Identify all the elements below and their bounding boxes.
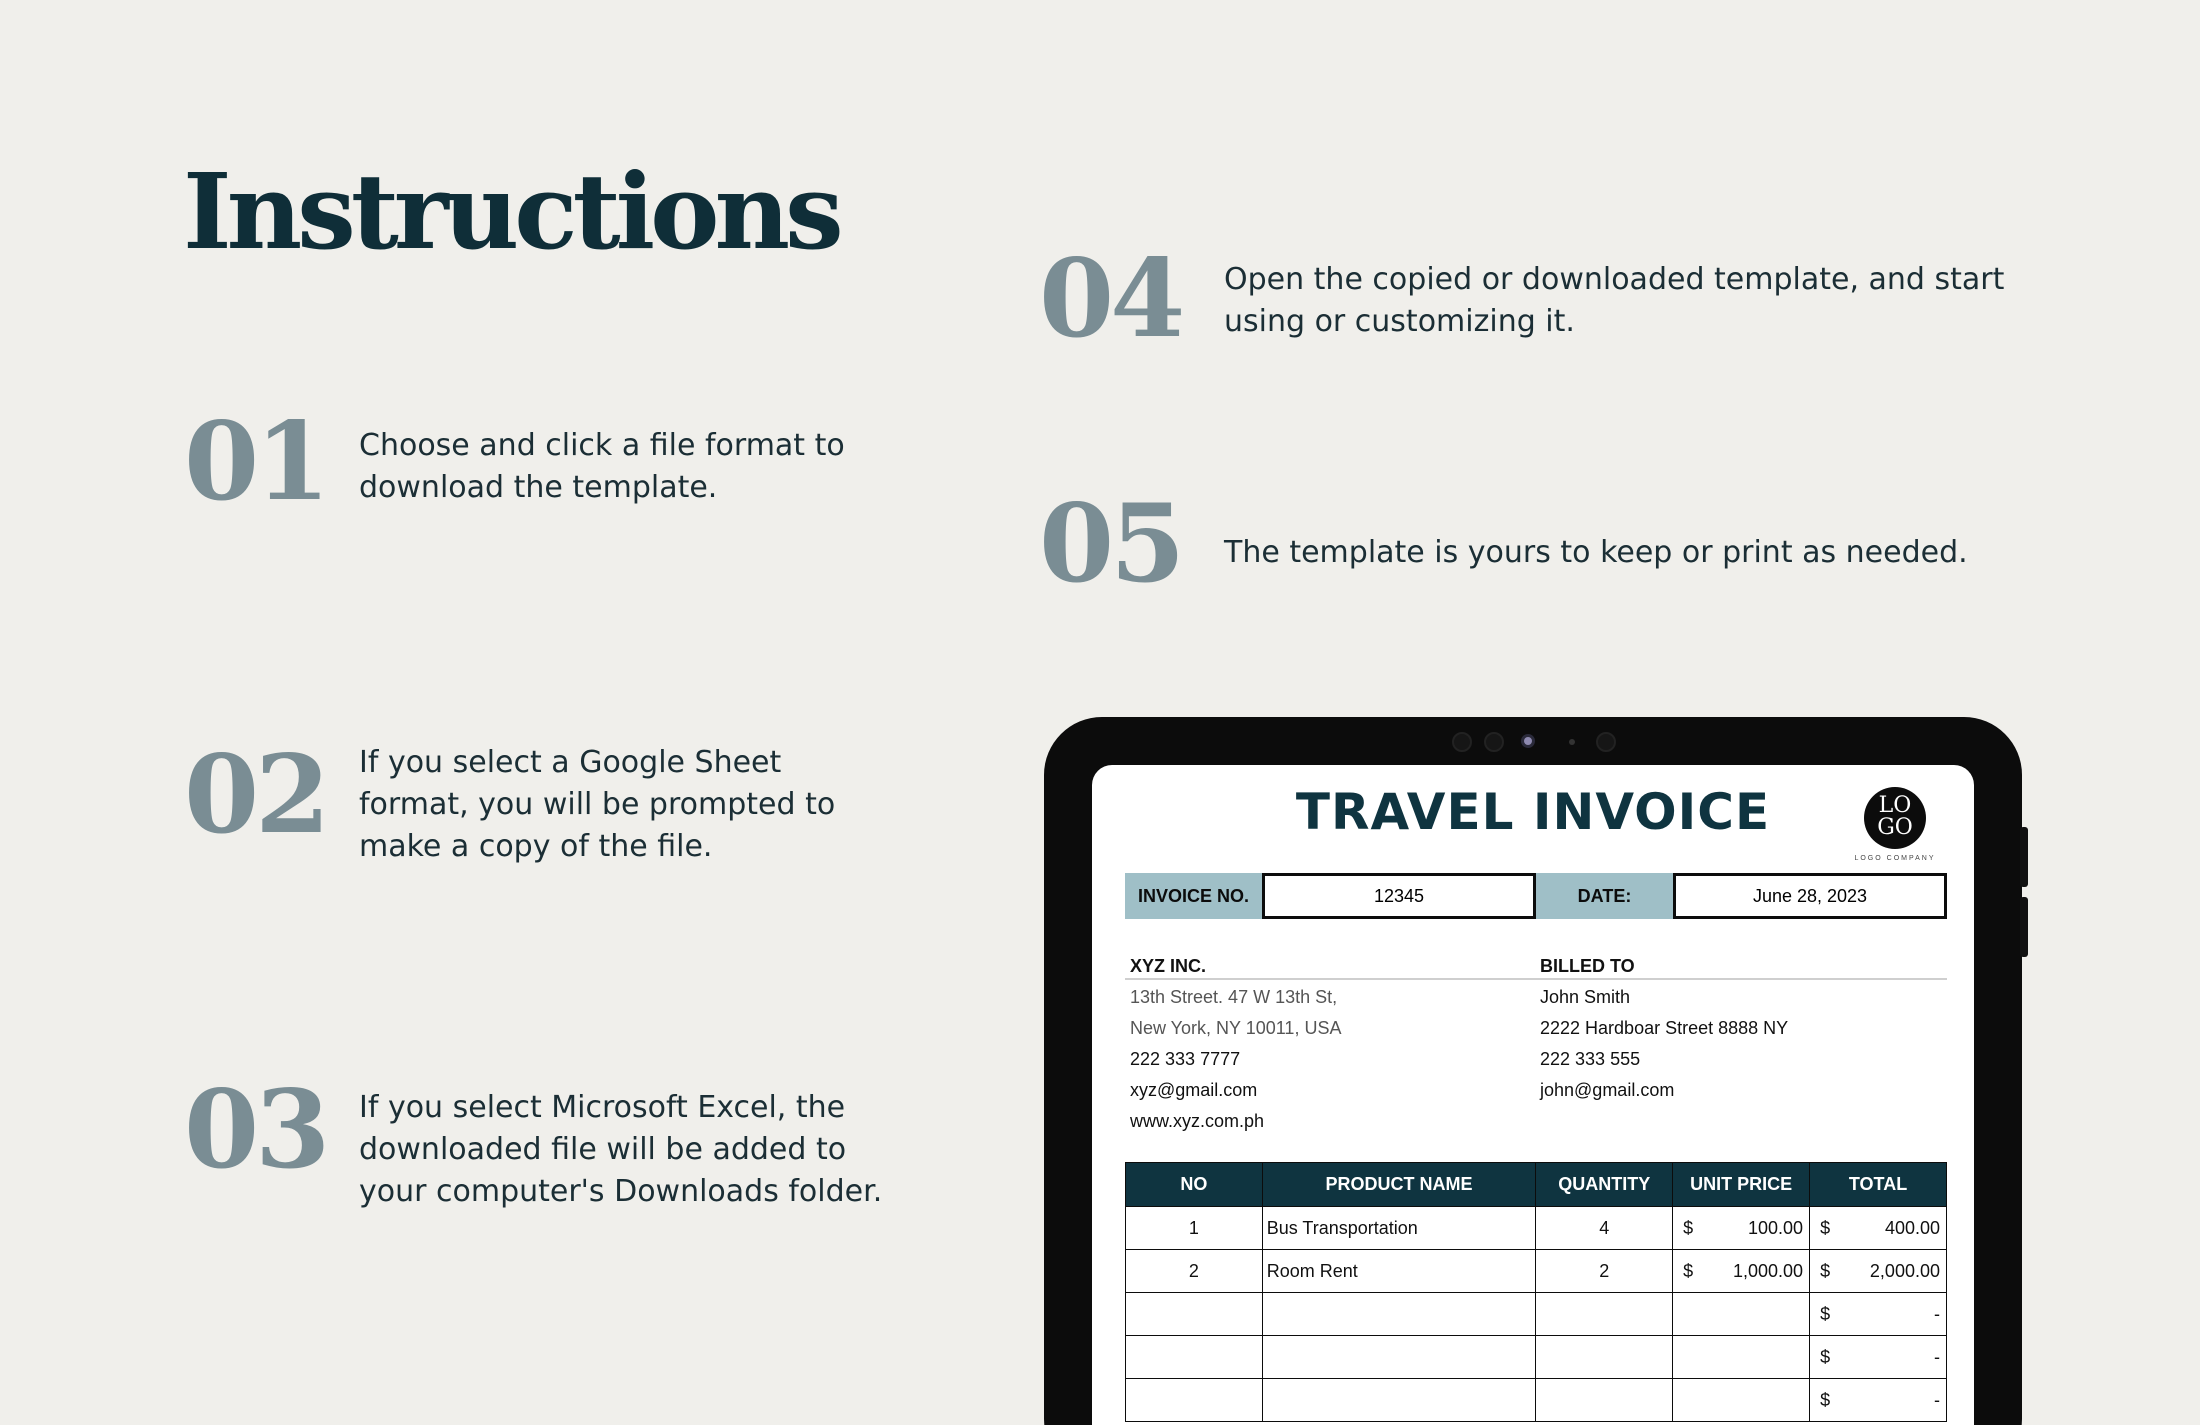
billed-to-label: BILLED TO	[1540, 956, 1635, 976]
from-address-line-1: 13th Street. 47 W 13th St,	[1130, 987, 1338, 1007]
row-no[interactable]	[1126, 1293, 1263, 1336]
header-product-name: PRODUCT NAME	[1262, 1163, 1536, 1207]
volume-button	[2020, 897, 2028, 957]
table-row	[1126, 1207, 1947, 1250]
row-no[interactable]: 2	[1126, 1250, 1263, 1293]
table-row-empty	[1126, 1379, 1947, 1422]
row-product[interactable]	[1262, 1293, 1536, 1336]
row-quantity[interactable]: 4	[1536, 1207, 1673, 1250]
header-no: NO	[1126, 1163, 1263, 1207]
items-table	[1125, 1162, 1947, 1422]
billed-to-email: john@gmail.com	[1540, 1080, 1675, 1100]
row-total	[1810, 1336, 1947, 1379]
row-total	[1810, 1250, 1947, 1293]
total-value: 2,000.00	[1869, 1260, 1940, 1281]
row-unit-price[interactable]	[1673, 1379, 1810, 1422]
step-number-05: 05	[1039, 481, 1182, 607]
invoice-no-label: INVOICE NO.	[1125, 873, 1262, 919]
row-total	[1810, 1379, 1947, 1422]
from-company-name: XYZ INC.	[1130, 956, 1207, 976]
step-text-05: The template is yours to keep or print as needed.	[1224, 535, 1968, 570]
row-no[interactable]	[1126, 1336, 1263, 1379]
billed-to-phone: 222 333 555	[1540, 1049, 1641, 1069]
logo-icon	[1864, 787, 1926, 849]
camera-sensor-icon	[1596, 732, 1616, 752]
table-row-empty	[1126, 1293, 1947, 1336]
row-quantity[interactable]	[1536, 1336, 1673, 1379]
step-text-02: If you select a Google Sheet format, you will be prompted to make a copy of the file.	[359, 745, 836, 864]
billed-to-block	[1540, 951, 1788, 1106]
logo-company-text: LOGO COMPANY	[1854, 855, 1936, 862]
total-value: 400.00	[1884, 1217, 1940, 1238]
row-total	[1810, 1293, 1947, 1336]
date-field[interactable]: June 28, 2023	[1673, 873, 1947, 919]
step-number-01: 01	[184, 399, 327, 525]
table-row	[1126, 1250, 1947, 1293]
step-number-04: 04	[1039, 236, 1182, 362]
row-unit-price[interactable]	[1673, 1293, 1810, 1336]
table-header-row	[1126, 1163, 1947, 1207]
from-website: www.xyz.com.ph	[1130, 1111, 1265, 1131]
row-unit-price[interactable]	[1673, 1250, 1810, 1293]
currency-symbol: $	[1820, 1260, 1831, 1281]
row-unit-price[interactable]	[1673, 1336, 1810, 1379]
tablet-screen	[1092, 765, 1974, 1425]
row-no[interactable]: 1	[1126, 1207, 1263, 1250]
currency-symbol: $	[1683, 1217, 1694, 1238]
currency-symbol: $	[1683, 1260, 1694, 1281]
camera-sensor-icon	[1452, 732, 1472, 752]
row-quantity[interactable]	[1536, 1379, 1673, 1422]
logo-line-1: LO	[1878, 793, 1912, 818]
address-divider	[1125, 978, 1947, 980]
row-unit-price[interactable]	[1673, 1207, 1810, 1250]
logo-line-2: GO	[1877, 815, 1913, 840]
page-title: Instructions	[183, 150, 839, 273]
header-quantity: QUANTITY	[1536, 1163, 1673, 1207]
from-phone: 222 333 7777	[1130, 1049, 1241, 1069]
table-row-empty	[1126, 1336, 1947, 1379]
currency-symbol: $	[1820, 1303, 1831, 1324]
unit-price-value: 100.00	[1748, 1217, 1804, 1238]
step-text-04: Open the copied or downloaded template, and start using or customizing it.	[1224, 262, 2005, 339]
camera-light-icon	[1569, 739, 1575, 745]
row-product[interactable]	[1262, 1379, 1536, 1422]
total-value: -	[1934, 1389, 1940, 1410]
step-text-03: If you select Microsoft Excel, the downloaded file will be added to your computer's Downloads folder.	[359, 1090, 883, 1209]
total-value: -	[1934, 1346, 1940, 1367]
currency-symbol: $	[1820, 1346, 1831, 1367]
total-value: -	[1934, 1303, 1940, 1324]
billed-to-address: 2222 Hardboar Street 8888 NY	[1540, 1018, 1789, 1038]
invoice-meta-row	[1125, 873, 1947, 919]
invoice-title: TRAVEL INVOICE	[1295, 783, 1771, 841]
row-no[interactable]	[1126, 1379, 1263, 1422]
date-label: DATE:	[1536, 873, 1673, 919]
step-number-02: 02	[184, 732, 327, 858]
step-number-03: 03	[184, 1067, 327, 1193]
row-quantity[interactable]	[1536, 1293, 1673, 1336]
camera-sensor-icon	[1484, 732, 1504, 752]
row-quantity[interactable]: 2	[1536, 1250, 1673, 1293]
invoice-no-field[interactable]: 12345	[1262, 873, 1536, 919]
camera-lens-icon	[1521, 734, 1535, 748]
unit-price-value: 1,000.00	[1732, 1260, 1804, 1281]
currency-symbol: $	[1820, 1217, 1831, 1238]
volume-button	[2020, 827, 2028, 887]
tablet-mockup	[1044, 717, 2022, 1425]
row-product[interactable]: Room Rent	[1262, 1250, 1536, 1293]
row-product[interactable]	[1262, 1336, 1536, 1379]
from-address-line-2: New York, NY 10011, USA	[1130, 1018, 1342, 1038]
billed-to-name: John Smith	[1540, 987, 1631, 1007]
step-text-01: Choose and click a file format to download the template.	[359, 428, 845, 505]
row-total	[1810, 1207, 1947, 1250]
header-unit-price: UNIT PRICE	[1673, 1163, 1810, 1207]
header-total: TOTAL	[1810, 1163, 1947, 1207]
from-email: xyz@gmail.com	[1130, 1080, 1258, 1100]
currency-symbol: $	[1820, 1389, 1831, 1410]
row-product[interactable]: Bus Transportation	[1262, 1207, 1536, 1250]
